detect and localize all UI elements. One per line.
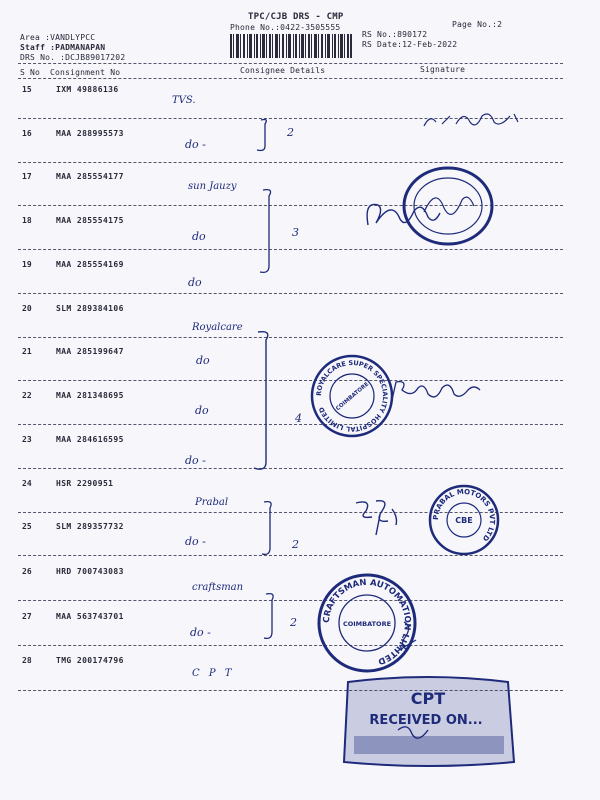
row-number: 17 bbox=[22, 172, 32, 181]
row-number: 22 bbox=[22, 391, 32, 400]
count-mark: 2 bbox=[287, 126, 294, 139]
consignment-number: MAA 285554169 bbox=[56, 260, 124, 269]
royalcare-ring-text: ROYALCARE SUPER SPECIALITY HOSPITAL LIMITED bbox=[314, 358, 390, 434]
header-divider-bottom bbox=[18, 78, 563, 79]
row-divider bbox=[18, 645, 563, 646]
col-sno: S No bbox=[20, 68, 41, 77]
consignment-number: MAA 563743701 bbox=[56, 612, 124, 621]
phone-number: Phone No.:0422-3505555 bbox=[230, 23, 341, 32]
row-number: 23 bbox=[22, 435, 32, 444]
handwritten-ditto: do - bbox=[185, 138, 206, 151]
header-divider bbox=[18, 63, 563, 64]
handwritten-ditto: do bbox=[195, 404, 209, 417]
cpt-received-stamp-icon bbox=[338, 674, 518, 770]
barcode-icon bbox=[230, 34, 352, 58]
rs-date: RS Date:12-Feb-2022 bbox=[362, 40, 458, 49]
prabal-stamp-icon bbox=[428, 484, 500, 556]
row-divider bbox=[18, 600, 563, 601]
area-label: Area :VANDLYPCC bbox=[20, 33, 96, 42]
craftsman-stamp-icon bbox=[316, 572, 418, 674]
brace-mark-icon bbox=[255, 118, 275, 154]
handwritten-consignee: Royalcare bbox=[192, 322, 243, 333]
col-consignee: Consignee Details bbox=[240, 66, 326, 75]
count-mark: 2 bbox=[292, 538, 299, 551]
consignment-number: MAA 285199647 bbox=[56, 347, 124, 356]
row-divider bbox=[18, 162, 563, 163]
col-consignment: Consignment No bbox=[50, 68, 121, 77]
consignment-number: MAA 281348695 bbox=[56, 391, 124, 400]
consignment-number: TMG 200174796 bbox=[56, 656, 124, 665]
row-number: 27 bbox=[22, 612, 32, 621]
royalcare-stamp-icon bbox=[310, 354, 394, 438]
signature-icon bbox=[352, 497, 402, 537]
row-number: 20 bbox=[22, 304, 32, 313]
handwritten-consignee: Prabal bbox=[195, 497, 229, 508]
brace-mark-icon bbox=[258, 188, 278, 274]
handwritten-ditto: do bbox=[192, 230, 206, 243]
row-divider bbox=[18, 249, 563, 250]
handwritten-consignee: craftsman bbox=[192, 582, 244, 593]
count-mark: 3 bbox=[292, 226, 299, 239]
rs-number: RS No.:890172 bbox=[362, 30, 428, 39]
cpt-title-text: CPT bbox=[410, 689, 446, 708]
consignment-number: MAA 288995573 bbox=[56, 129, 124, 138]
count-mark: 2 bbox=[290, 616, 297, 629]
consignment-number: MAA 285554175 bbox=[56, 216, 124, 225]
handwritten-consignee: TVS. bbox=[172, 95, 196, 106]
row-divider bbox=[18, 468, 563, 469]
prabal-center-text: CBE bbox=[455, 516, 473, 525]
handwritten-ditto: do - bbox=[185, 535, 206, 548]
handwritten-ditto: do bbox=[196, 354, 210, 367]
craftsman-center-text: COIMBATORE bbox=[342, 620, 392, 628]
consignment-number: SLM 289384106 bbox=[56, 304, 124, 313]
prabal-ring-text: PRABAL MOTORS PVT LTD bbox=[431, 487, 497, 543]
count-mark: 4 bbox=[295, 412, 302, 425]
row-divider bbox=[18, 337, 563, 338]
consignment-number: MAA 285554177 bbox=[56, 172, 124, 181]
handwritten-ditto: do - bbox=[190, 626, 211, 639]
brace-mark-icon bbox=[262, 592, 280, 640]
staff-label: Staff :PADMANAPAN bbox=[20, 43, 106, 52]
signature-icon bbox=[420, 108, 520, 132]
brace-mark-icon bbox=[252, 330, 276, 472]
craftsman-ring-text: CRAFTSMAN AUTOMATION LIMITED bbox=[321, 577, 413, 667]
row-number: 16 bbox=[22, 129, 32, 138]
signature-icon bbox=[388, 378, 484, 404]
date-stamp-icon bbox=[402, 166, 494, 246]
row-divider bbox=[18, 293, 563, 294]
page-number: Page No.:2 bbox=[452, 20, 503, 29]
consignment-number: IXM 49886136 bbox=[56, 85, 119, 94]
row-number: 25 bbox=[22, 522, 32, 531]
row-number: 28 bbox=[22, 656, 32, 665]
drs-number: DRS No. :DCJB89017202 bbox=[20, 53, 126, 62]
col-signature: Signature bbox=[420, 65, 466, 74]
brace-mark-icon bbox=[260, 500, 278, 556]
consignment-number: MAA 284616595 bbox=[56, 435, 124, 444]
consignment-number: HSR 2290951 bbox=[56, 479, 114, 488]
sheet-title: TPC/CJB DRS - CMP bbox=[248, 12, 344, 22]
handwritten-consignee: sun Jauzy bbox=[188, 181, 237, 192]
royalcare-center-text: COIMBATORE bbox=[335, 381, 371, 413]
consignment-number: HRD 700743083 bbox=[56, 567, 124, 576]
row-number: 21 bbox=[22, 347, 32, 356]
consignment-number: SLM 289357732 bbox=[56, 522, 124, 531]
handwritten-consignee: C P T bbox=[192, 668, 235, 679]
cpt-received-text: RECEIVED ON... bbox=[369, 713, 483, 728]
row-number: 19 bbox=[22, 260, 32, 269]
row-number: 24 bbox=[22, 479, 32, 488]
handwritten-ditto: do - bbox=[185, 454, 206, 467]
row-number: 26 bbox=[22, 567, 32, 576]
row-divider bbox=[18, 424, 563, 425]
row-number: 18 bbox=[22, 216, 32, 225]
row-number: 15 bbox=[22, 85, 32, 94]
handwritten-ditto: do bbox=[188, 276, 202, 289]
